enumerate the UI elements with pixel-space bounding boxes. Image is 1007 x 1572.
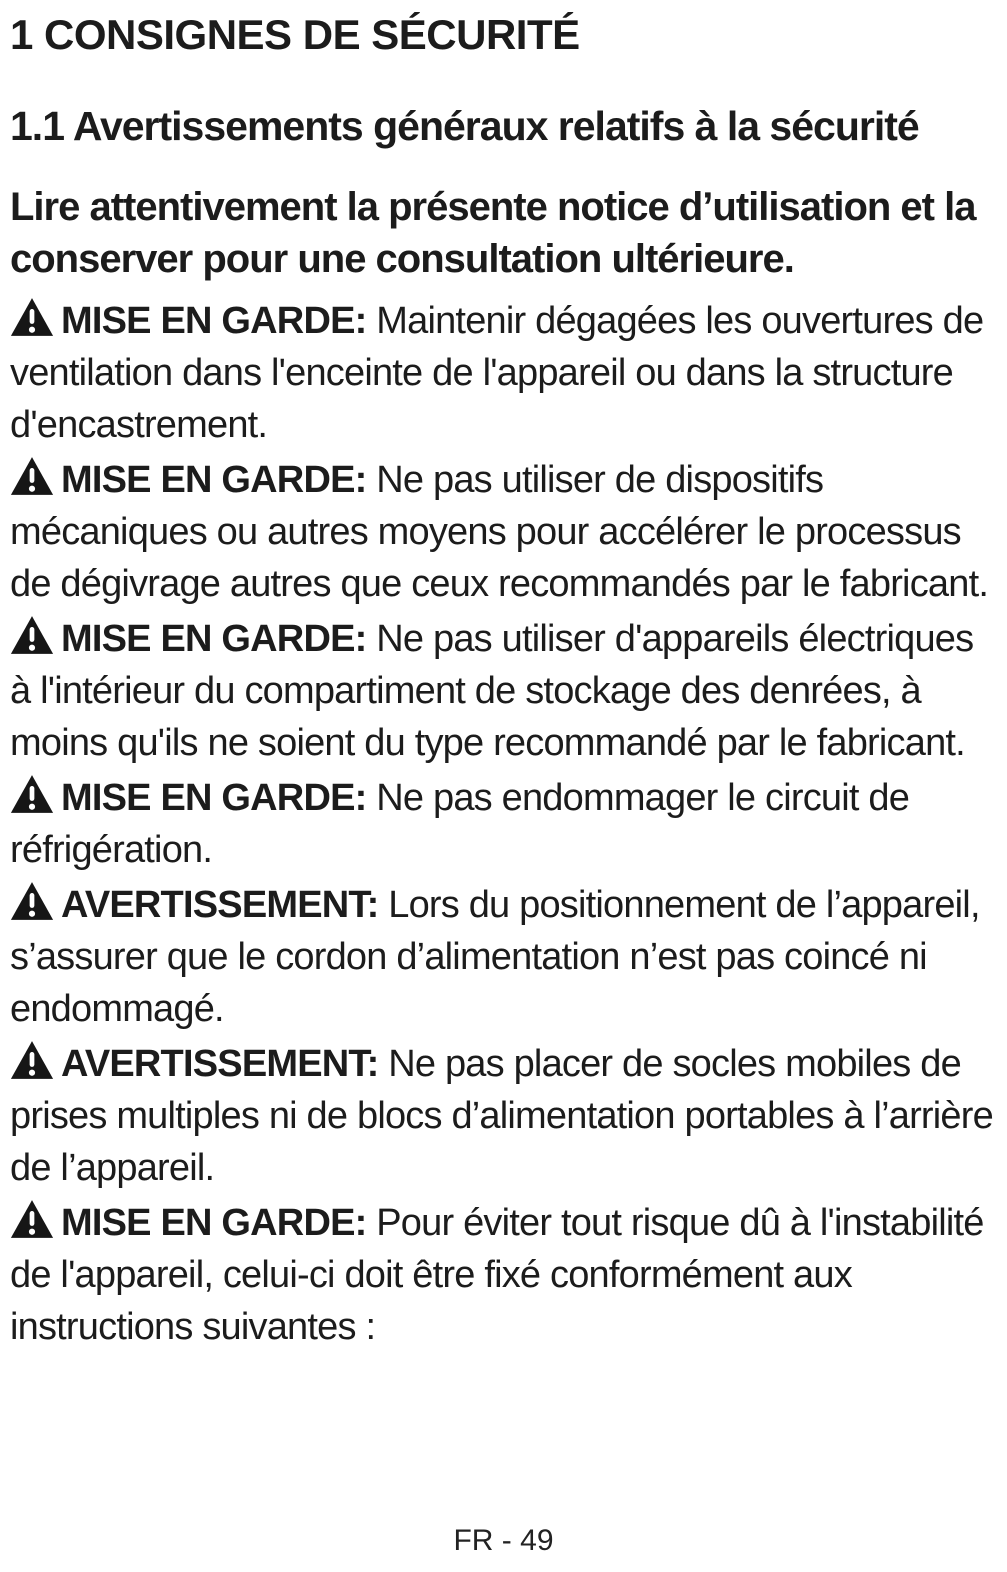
warning-text: Maintenir dégagées les ouvertures de ventilation dans l'enceinte de l'appareil ou dans la structure d'encastrement. (10, 300, 984, 447)
warning-text: Ne pas placer de socles mobiles de prises multiples ni de blocs d’alimentation portables à l’arrière de l’appareil. (10, 1043, 993, 1190)
section-heading: 1.1 Avertissements généraux relatifs à la sécurité (10, 103, 919, 150)
warning-triangle-icon (10, 881, 54, 921)
warning-paragraph (10, 454, 993, 610)
warning-triangle-icon (10, 456, 54, 496)
warning-triangle-icon (10, 615, 54, 655)
warning-triangle-icon (10, 1199, 54, 1239)
warning-triangle-icon (10, 1040, 54, 1080)
page-number: FR - 49 (453, 1524, 554, 1557)
warning-paragraph (10, 1197, 993, 1353)
warning-text: Ne pas utiliser d'appareils électriques à l'intérieur du compartiment de stockage des denrées, à moins qu'ils ne soient du type recommandé par le fabricant. (10, 618, 974, 765)
warning-label: MISE EN GARDE: (61, 777, 367, 820)
warning-paragraph (10, 295, 993, 451)
warning-paragraph (10, 879, 993, 1035)
warning-label: MISE EN GARDE: (61, 300, 367, 343)
warning-triangle-icon (10, 774, 54, 814)
page-title: 1 CONSIGNES DE SÉCURITÉ (10, 11, 580, 58)
warning-paragraph (10, 1038, 993, 1194)
warning-label: MISE EN GARDE: (61, 1202, 367, 1245)
warning-text: Lors du positionnement de l’appareil, s’assurer que le cordon d’alimentation n’est pas coincé ni endommagé. (10, 884, 980, 1031)
warning-text: Pour éviter tout risque dû à l'instabilité de l'appareil, celui-ci doit être fixé conformément aux instructions suivantes : (10, 1202, 984, 1349)
intro-paragraph: Lire attentivement la présente notice d’utilisation et la conserver pour une consultation ultérieure. (10, 185, 976, 282)
warning-paragraph (10, 772, 993, 876)
warning-paragraph (10, 613, 993, 769)
warning-text: Ne pas utiliser de dispositifs mécaniques ou autres moyens pour accélérer le processus de dégivrage autres que ceux recommandés par le fabricant. (10, 459, 989, 606)
warning-label: AVERTISSEMENT: (61, 884, 379, 927)
warning-label: MISE EN GARDE: (61, 618, 367, 661)
warning-triangle-icon (10, 297, 54, 337)
warning-text: Ne pas endommager le circuit de réfrigération. (10, 777, 910, 872)
warning-label: AVERTISSEMENT: (61, 1043, 379, 1086)
warning-label: MISE EN GARDE: (61, 459, 367, 502)
